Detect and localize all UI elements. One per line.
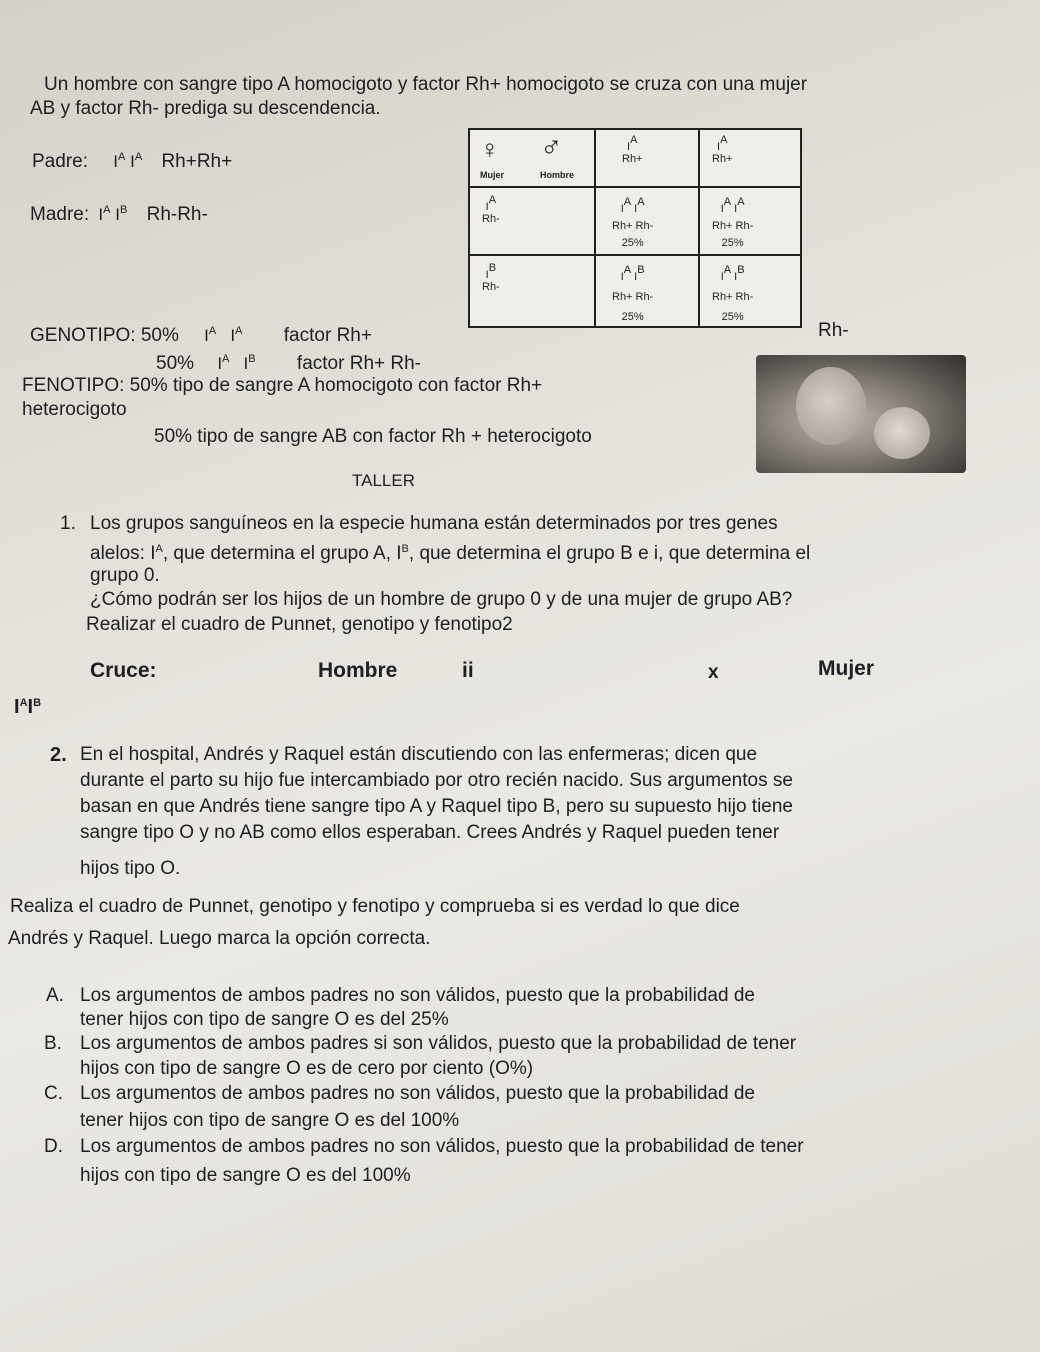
female-symbol-icon: ♀ bbox=[480, 134, 500, 164]
male-symbol-icon: ♂ bbox=[540, 130, 563, 163]
realiza-line-1: Realiza el cuadro de Punnet, genotipo y fenotipo y comprueba si es verdad lo que dice bbox=[10, 896, 740, 917]
option-d-line-2[interactable]: hijos con tipo de sangre O es del 100% bbox=[80, 1165, 411, 1186]
realiza-line-2: Andrés y Raquel. Luego marca la opción correcta. bbox=[8, 928, 431, 949]
q2-line-3: basan en que Andrés tiene sangre tipo A y Raquel tipo B, pero su supuesto hijo tiene bbox=[80, 796, 794, 817]
option-b-line-1[interactable]: Los argumentos de ambos padres si son válidos, puesto que la probabilidad de tener bbox=[80, 1033, 797, 1054]
q1-number: 1. bbox=[60, 513, 76, 534]
taller-heading: TALLER bbox=[352, 471, 415, 490]
option-c-letter[interactable]: C. bbox=[44, 1083, 63, 1104]
genotipo-row-2: 50% $I^A$ $I^B$ factor Rh+ Rh- bbox=[156, 353, 421, 374]
q1-line-4: ¿Cómo podrán ser los hijos de un hombre de grupo 0 y de una mujer de grupo AB? bbox=[90, 589, 793, 610]
option-b-line-2[interactable]: hijos con tipo de sangre O es de cero por ciento (O%) bbox=[80, 1058, 534, 1079]
col2-header: $I^A$ Rh+ bbox=[712, 134, 733, 165]
genotipo-rh-tail: Rh- bbox=[818, 320, 849, 341]
madre-row bbox=[30, 199, 208, 226]
padre-genotype: $I^A$ $I^A$ bbox=[113, 151, 143, 171]
cruce-x: x bbox=[708, 662, 719, 683]
cell-1-1: $I^A$ $I^A$ Rh+ Rh- 25% bbox=[612, 196, 654, 249]
cruce-mujer: Mujer bbox=[818, 657, 875, 680]
option-c-line-2[interactable]: tener hijos con tipo de sangre O es del 100% bbox=[80, 1110, 460, 1131]
option-d-letter[interactable]: D. bbox=[44, 1136, 63, 1157]
madre-rh: Rh-Rh- bbox=[146, 204, 208, 225]
option-a-line-1[interactable]: Los argumentos de ambos padres no son válidos, puesto que la probabilidad de bbox=[80, 985, 755, 1006]
cell-2-1: $I^A$ $I^B$ Rh+ Rh- 25% bbox=[612, 264, 654, 323]
q2-line-4: sangre tipo O y no AB como ellos esperaban. Crees Andrés y Raquel pueden tener bbox=[80, 822, 780, 843]
q1-line-1: Los grupos sanguíneos en la especie humana están determinados por tres genes bbox=[90, 513, 778, 534]
q1-line-3: grupo 0. bbox=[90, 565, 160, 586]
q2-line-5: hijos tipo O. bbox=[80, 858, 181, 879]
cruce-label: Cruce: bbox=[90, 659, 157, 682]
padre-row bbox=[32, 146, 232, 173]
intro-line-2: AB y factor Rh- prediga su descendencia. bbox=[30, 98, 381, 119]
cell-1-2: $I^A$ $I^A$ Rh+ Rh- 25% bbox=[712, 196, 754, 249]
madre-genotype: $I^A$ $I^B$ bbox=[98, 204, 128, 224]
fenotipo-line-3: 50% tipo de sangre AB con factor Rh + heterocigoto bbox=[154, 426, 592, 447]
mother-baby-photo bbox=[756, 355, 966, 473]
q1-line-2: alelos: $I^A$, que determina el grupo A, $I^B$, que determina el grupo B e i, que determina el bbox=[90, 543, 811, 564]
hombre-label: Hombre bbox=[540, 170, 575, 180]
genotipo-row-1: GENOTIPO: 50% $I^A$ $I^A$ factor Rh+ bbox=[30, 325, 372, 346]
cruce-ii: ii bbox=[462, 659, 474, 682]
cell-2-2: $I^A$ $I^B$ Rh+ Rh- 25% bbox=[712, 264, 754, 323]
intro-line-1: Un hombre con sangre tipo A homocigoto y factor Rh+ homocigoto se cruza con una mujer bbox=[44, 74, 808, 95]
padre-rh: Rh+Rh+ bbox=[161, 151, 233, 172]
padre-label: Padre: bbox=[32, 151, 88, 172]
option-b-letter[interactable]: B. bbox=[44, 1033, 62, 1054]
col1-header: $I^A$ Rh+ bbox=[622, 134, 643, 165]
q2-number: 2. bbox=[50, 744, 67, 766]
option-d-line-1[interactable]: Los argumentos de ambos padres no son válidos, puesto que la probabilidad de tener bbox=[80, 1136, 804, 1157]
fenotipo-line-1: FENOTIPO: 50% tipo de sangre A homocigoto con factor Rh+ bbox=[22, 375, 543, 396]
option-c-line-1[interactable]: Los argumentos de ambos padres no son válidos, puesto que la probabilidad de bbox=[80, 1083, 755, 1104]
option-a-letter[interactable]: A. bbox=[46, 985, 64, 1006]
fenotipo-line-2: heterocigoto bbox=[22, 399, 127, 420]
q2-line-2: durante el parto su hijo fue intercambiado por otro recién nacido. Sus argumentos se bbox=[80, 770, 793, 791]
q1-line-5: Realizar el cuadro de Punnet, genotipo y fenotipo2 bbox=[86, 614, 513, 635]
row2-header: $I^B$ Rh- bbox=[482, 262, 500, 293]
cruce-hombre: Hombre bbox=[318, 659, 398, 682]
option-a-line-2[interactable]: tener hijos con tipo de sangre O es del 25% bbox=[80, 1009, 449, 1030]
madre-label: Madre: bbox=[30, 204, 90, 225]
row1-header: $I^A$ Rh- bbox=[482, 194, 500, 225]
cruce-geno: $I^AI^B$ bbox=[14, 696, 42, 718]
punnett-square bbox=[468, 128, 802, 328]
q2-line-1: En el hospital, Andrés y Raquel están discutiendo con las enfermeras; dicen que bbox=[80, 744, 758, 765]
mujer-label: Mujer bbox=[480, 170, 505, 180]
